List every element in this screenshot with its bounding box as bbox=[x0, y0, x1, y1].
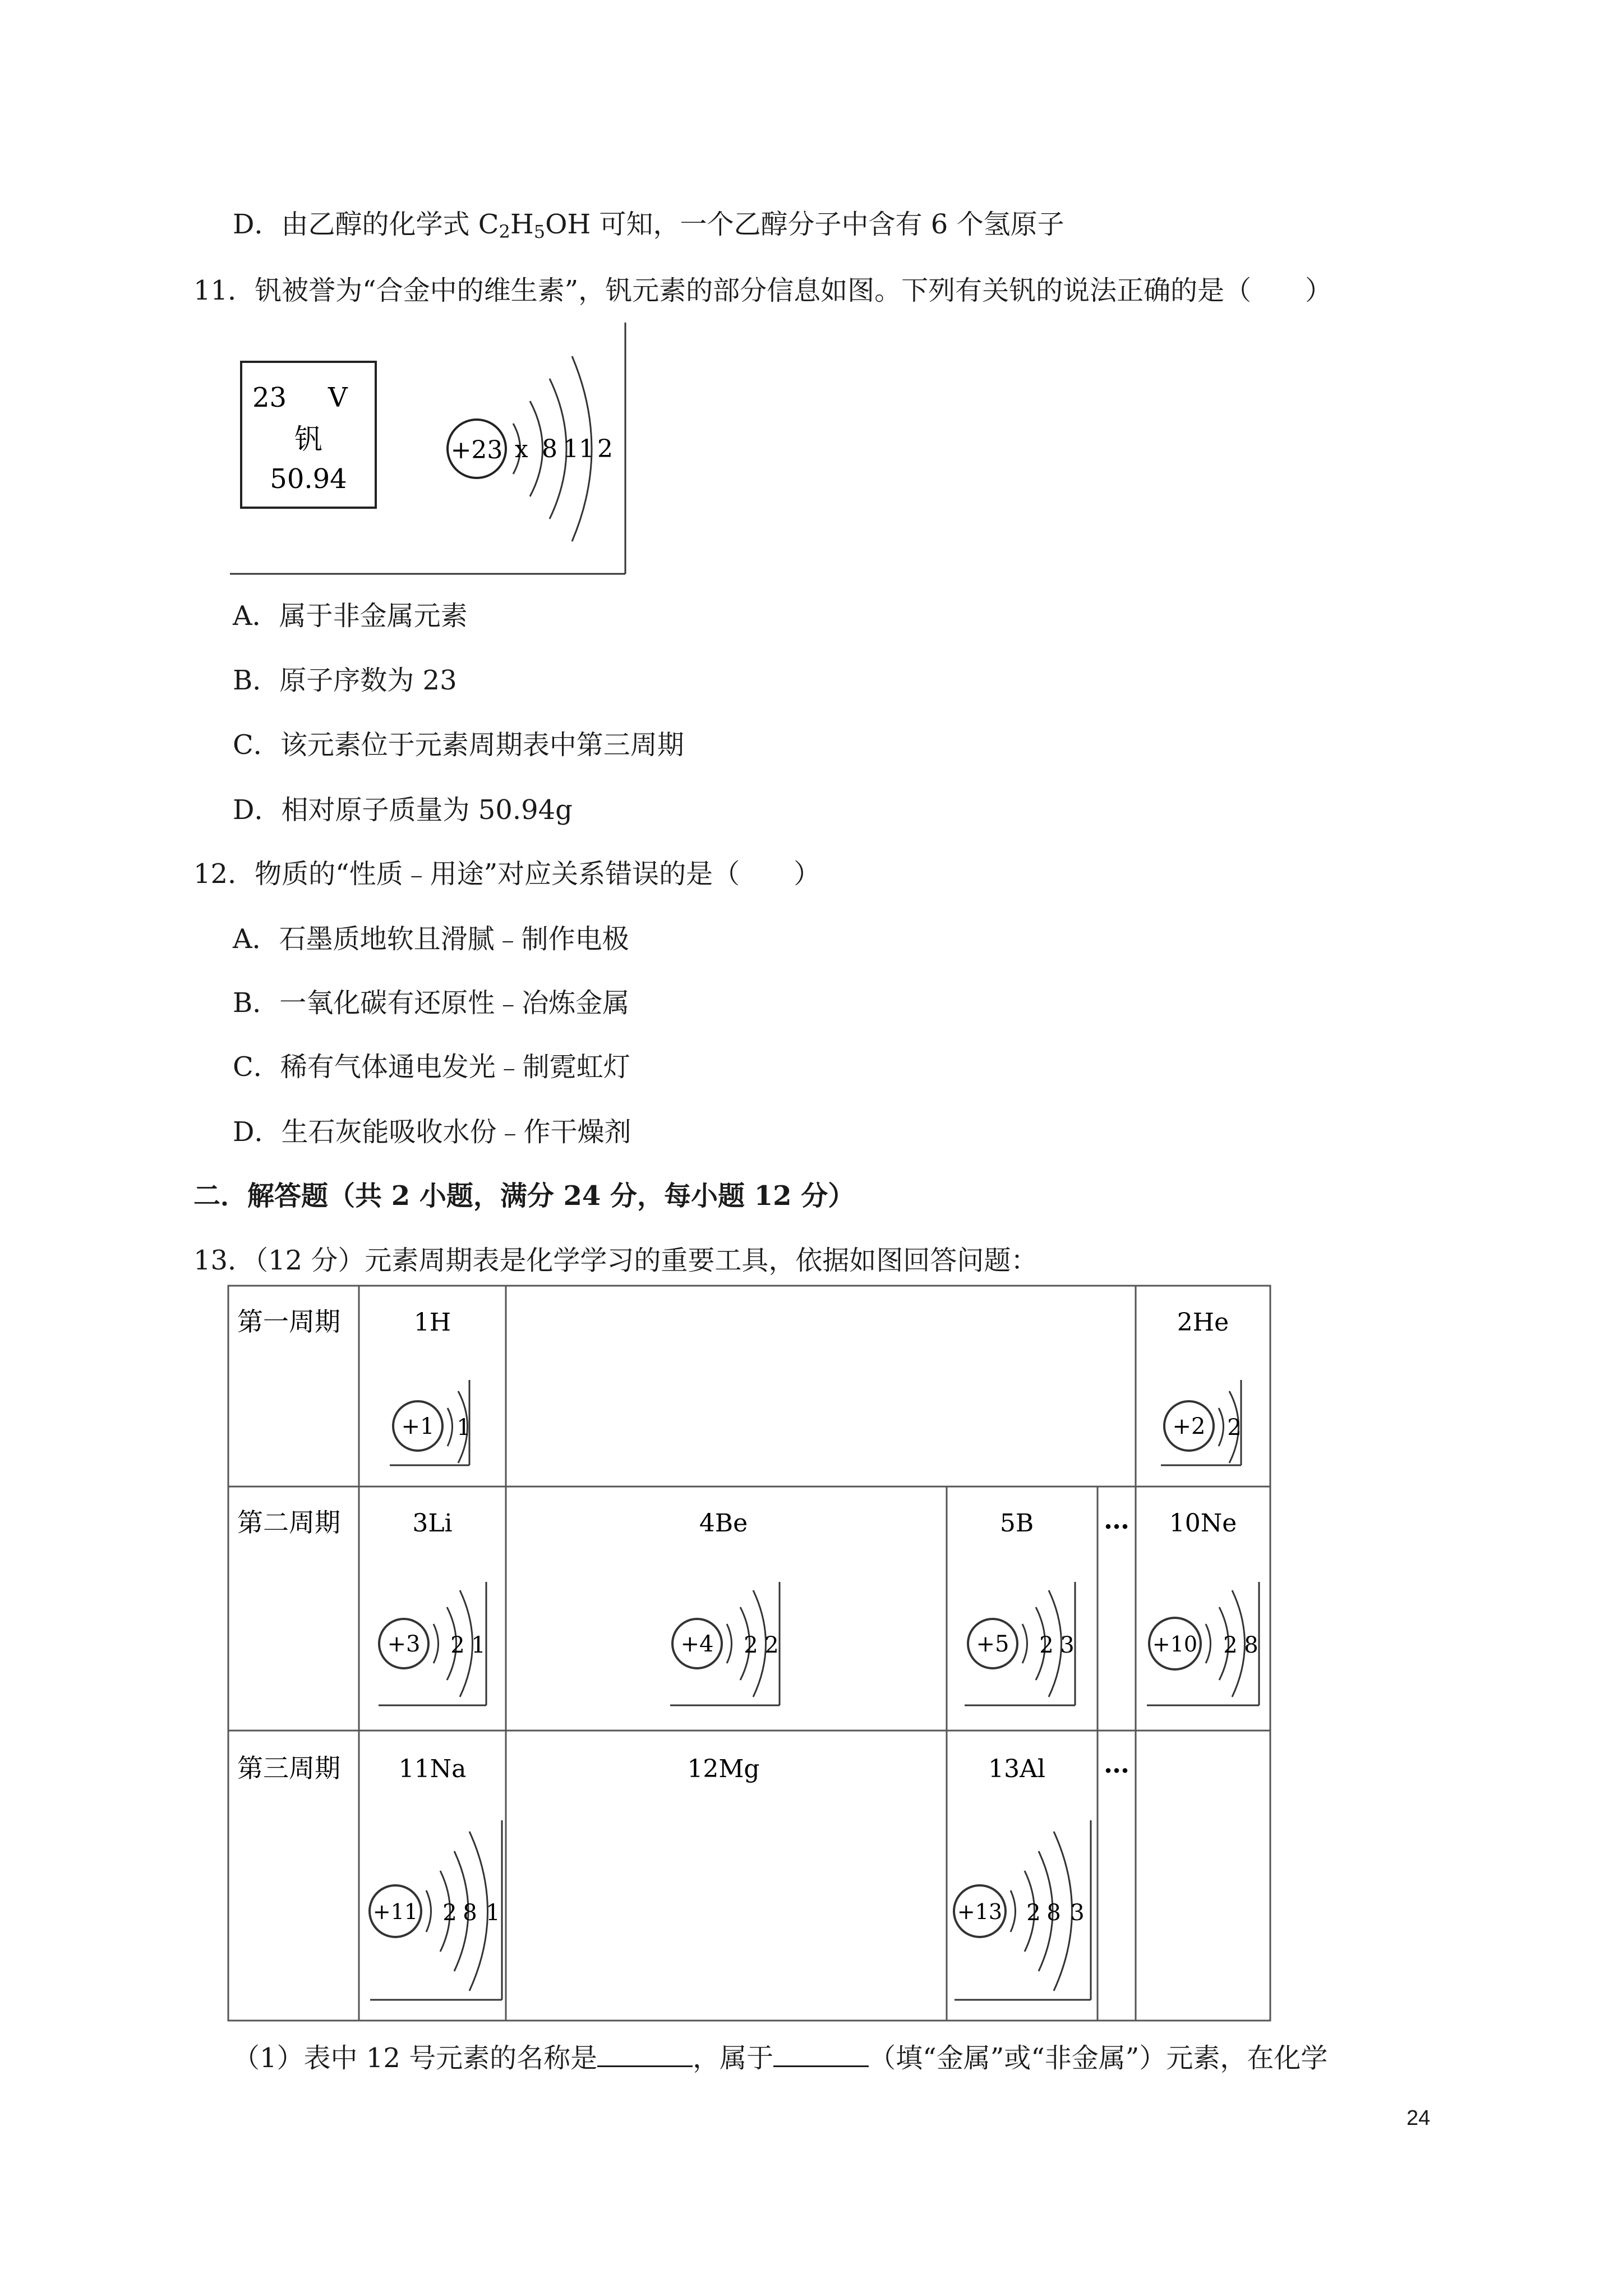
period-label-2: 第二周期 bbox=[237, 1507, 340, 1538]
q12-option-c: C．稀有气体通电发光﹣制霓虹灯 bbox=[233, 1051, 630, 1083]
q11-stem: 11．钒被誉为“合金中的维生素”，钒元素的部分信息如图。下列有关钒的说法正确的是（ ） bbox=[193, 275, 1332, 306]
q13-stem: 13．（12 分）元素周期表是化学学习的重要工具，依据如图回答问题： bbox=[193, 1245, 1038, 1276]
element-h-label: 1H bbox=[413, 1308, 451, 1337]
q13-part1 bbox=[233, 2041, 1327, 2075]
period-label-3: 第三周期 bbox=[237, 1753, 340, 1783]
element-al-label: 13Al bbox=[988, 1755, 1045, 1783]
periodic-table bbox=[227, 1285, 1276, 2025]
element-na-shell-1: 2 bbox=[442, 1900, 457, 1926]
element-be-nucleus: +4 bbox=[680, 1631, 714, 1657]
element-he-nucleus: +2 bbox=[1172, 1414, 1206, 1439]
element-b-label: 5B bbox=[999, 1509, 1034, 1538]
element-al bbox=[954, 1755, 1091, 2000]
element-be-shell-2: 2 bbox=[764, 1632, 779, 1658]
answer-blank-2[interactable] bbox=[773, 2041, 869, 2067]
ellipsis-row2: … bbox=[1104, 1504, 1129, 1535]
element-ne-label: 10Ne bbox=[1169, 1509, 1237, 1538]
q10-option-d-text: D．由乙醇的化学式 C bbox=[233, 209, 499, 240]
q10-option-d bbox=[233, 208, 1064, 241]
element-mg bbox=[687, 1755, 759, 1783]
shell-count-2: 8 bbox=[542, 435, 557, 463]
element-na bbox=[370, 1755, 502, 2000]
element-card-name: 钒 bbox=[294, 423, 322, 455]
q10-option-d-end: OH 可知，一个乙醇分子中含有 6 个氢原子 bbox=[545, 209, 1064, 240]
element-b-nucleus: +5 bbox=[976, 1631, 1009, 1657]
period-label-1: 第一周期 bbox=[237, 1306, 340, 1337]
element-li bbox=[379, 1509, 486, 1705]
element-ne-shell-2: 8 bbox=[1244, 1632, 1258, 1658]
element-h bbox=[390, 1308, 471, 1465]
q13-part1-text-a: （1）表中 12 号元素的名称是 bbox=[233, 2042, 598, 2074]
q11-option-b: B．原子序数为 23 bbox=[233, 665, 457, 696]
element-h-nucleus: +1 bbox=[401, 1414, 435, 1439]
q12-option-d: D．生石灰能吸收水份﹣作干燥剂 bbox=[233, 1116, 631, 1148]
q12-option-a: A．石墨质地软且滑腻﹣制作电极 bbox=[233, 923, 629, 955]
element-al-shell-3: 3 bbox=[1070, 1900, 1085, 1926]
shell-arc-2 bbox=[530, 401, 543, 496]
element-al-shell-2: 8 bbox=[1046, 1900, 1061, 1926]
element-al-nucleus: +13 bbox=[957, 1899, 1003, 1924]
ellipsis-row3: … bbox=[1104, 1749, 1129, 1779]
q10-option-d-mid: H bbox=[510, 209, 534, 240]
element-he-shell-1: 2 bbox=[1227, 1415, 1242, 1441]
element-na-nucleus: +11 bbox=[372, 1899, 418, 1924]
element-ne bbox=[1147, 1509, 1259, 1705]
nucleus-charge: +23 bbox=[450, 436, 503, 464]
element-b bbox=[965, 1509, 1075, 1705]
element-he-label: 2He bbox=[1177, 1308, 1229, 1337]
q12-stem: 12．物质的“性质﹣用途”对应关系错误的是（ ） bbox=[193, 858, 821, 890]
element-be-shell-1: 2 bbox=[744, 1632, 758, 1658]
shell-count-4: 2 bbox=[597, 435, 613, 463]
element-li-nucleus: +3 bbox=[387, 1631, 421, 1657]
element-li-label: 3Li bbox=[412, 1509, 453, 1538]
element-card-number: 23 bbox=[252, 382, 287, 413]
q11-option-c: C．该元素位于元素周期表中第三周期 bbox=[233, 729, 684, 761]
element-li-shell-2: 1 bbox=[471, 1632, 486, 1658]
shell-count-3: 11 bbox=[563, 435, 594, 463]
q13-part1-text-c: （填“金属”或“非金属”）元素，在化学 bbox=[869, 2042, 1328, 2074]
element-mg-label: 12Mg bbox=[687, 1755, 760, 1783]
element-h-shell-1: 1 bbox=[457, 1415, 471, 1441]
element-b-shell-1: 2 bbox=[1039, 1632, 1054, 1658]
q11-option-d: D．相对原子质量为 50.94g bbox=[233, 794, 573, 826]
element-al-shell-1: 2 bbox=[1026, 1900, 1041, 1926]
element-li-shell-1: 2 bbox=[450, 1632, 465, 1658]
element-be-label: 4Be bbox=[699, 1509, 748, 1538]
q13-part1-text-b: ，属于 bbox=[693, 2042, 774, 2074]
element-na-shell-3: 1 bbox=[486, 1900, 500, 1926]
vanadium-figure bbox=[230, 323, 628, 581]
element-be bbox=[670, 1509, 780, 1705]
element-ne-shell-1: 2 bbox=[1223, 1632, 1238, 1658]
element-na-shell-2: 8 bbox=[463, 1900, 477, 1926]
section-heading: 二．解答题（共 2 小题，满分 24 分，每小题 12 分） bbox=[193, 1180, 855, 1212]
element-card-symbol: V bbox=[328, 382, 348, 413]
answer-blank-1[interactable] bbox=[597, 2041, 693, 2067]
element-na-label: 11Na bbox=[398, 1755, 467, 1783]
shell-count-1: x bbox=[515, 435, 528, 463]
page-number: 24 bbox=[1407, 2106, 1431, 2130]
q12-option-b: B．一氧化碳有还原性﹣冶炼金属 bbox=[233, 987, 630, 1019]
element-ne-nucleus: +10 bbox=[1152, 1632, 1198, 1657]
q10-option-d-sub2: 5 bbox=[533, 221, 546, 242]
element-b-shell-2: 3 bbox=[1060, 1632, 1075, 1658]
element-card-mass: 50.94 bbox=[270, 463, 347, 495]
q11-option-a: A．属于非金属元素 bbox=[233, 600, 468, 632]
element-he bbox=[1161, 1308, 1242, 1465]
q10-option-d-sub1: 2 bbox=[499, 221, 510, 242]
